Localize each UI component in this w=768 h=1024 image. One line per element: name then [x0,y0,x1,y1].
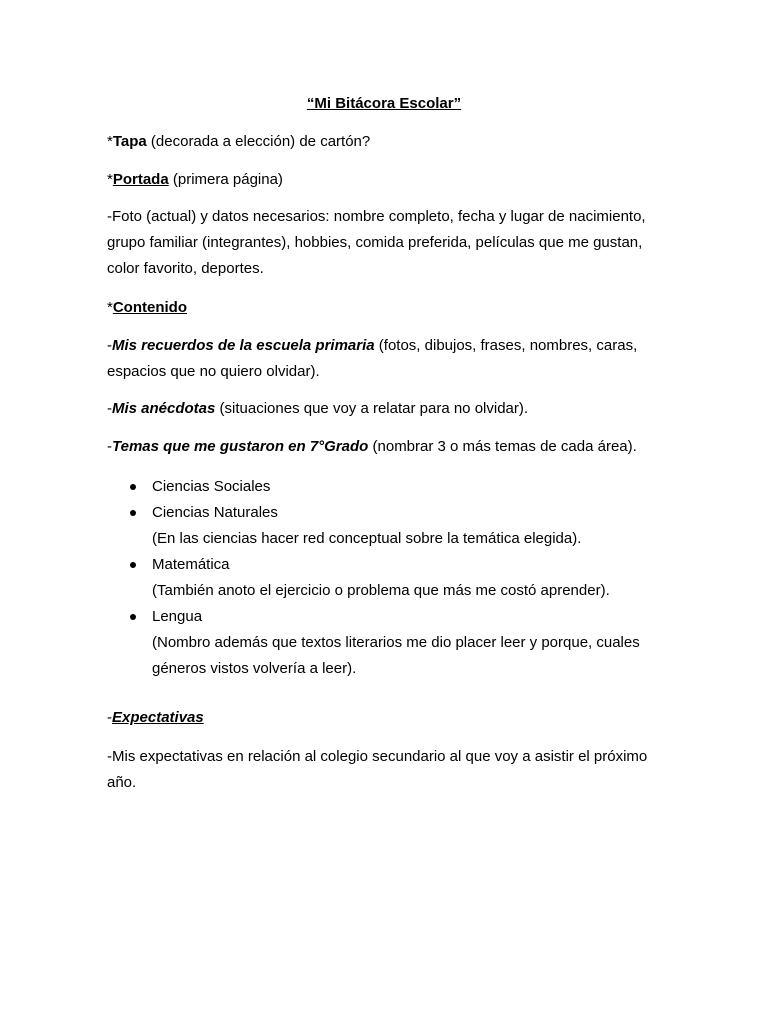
document-title: “Mi Bitácora Escolar” [306,95,462,112]
areas-list [107,474,669,682]
portada-text: (primera página) [168,171,283,188]
bullet-icon [130,562,136,568]
expectativas-label: Expectativas [112,709,204,726]
recuerdos-label: Mis recuerdos de la escuela primaria [112,337,375,354]
tapa-text: (decorada a elección) de cartón? [146,133,371,150]
tapa-prefix: * [107,133,113,150]
expectativas-heading [107,705,669,731]
list-item [107,552,669,604]
anecdotas-line [107,396,669,422]
area-name: Lengua [152,608,203,625]
list-item [107,604,669,682]
portada-label: Portada [112,171,169,188]
bullet-icon [130,510,136,516]
recuerdos-text: (fotos, dibujos, frases, nombres, caras, espacios que no quiero olvidar). [107,337,638,380]
area-name: Ciencias Naturales [152,504,278,521]
area-note: (En las ciencias hacer red conceptual sobre la temática elegida). [152,530,582,547]
anecdotas-prefix: - [107,400,112,417]
area-name: Matemática [152,556,230,573]
contenido-prefix: * [107,299,113,316]
temas-label: Temas que me gustaron en 7°Grado [112,438,369,455]
expectativas-paragraph: -Mis expectativas en relación al colegio secundario al que voy a asistir el próximo año. [107,748,648,791]
temas-text: (nombrar 3 o más temas de cada área). [368,438,637,455]
contenido-heading [107,295,669,321]
portada-prefix: * [107,171,113,188]
list-item [107,474,669,500]
temas-prefix: - [107,438,112,455]
temas-line [107,434,669,460]
area-note: (También anoto el ejercicio o problema que más me costó aprender). [152,582,610,599]
recuerdos-prefix: - [107,337,112,354]
bullet-icon [130,484,136,490]
area-note: (Nombro además que textos literarios me dio placer leer y porque, cuales géneros vistos volvería a leer). [152,634,640,677]
portada-line [107,167,669,193]
recuerdos-paragraph [107,333,669,385]
tapa-label: Tapa [112,133,147,150]
area-name: Ciencias Sociales [152,478,271,495]
expectativas-prefix: - [107,709,112,726]
contenido-label: Contenido [112,299,187,316]
bullet-icon [130,614,136,620]
list-item [107,500,669,552]
foto-paragraph: -Foto (actual) y datos necesarios: nombre completo, fecha y lugar de nacimiento, grupo familiar (integrantes), hobbies, comida preferida, películas que me gustan, color favorito, deportes. [107,208,646,277]
anecdotas-text: (situaciones que voy a relatar para no olvidar). [215,400,529,417]
tapa-line [107,129,669,155]
anecdotas-label: Mis anécdotas [112,400,216,417]
